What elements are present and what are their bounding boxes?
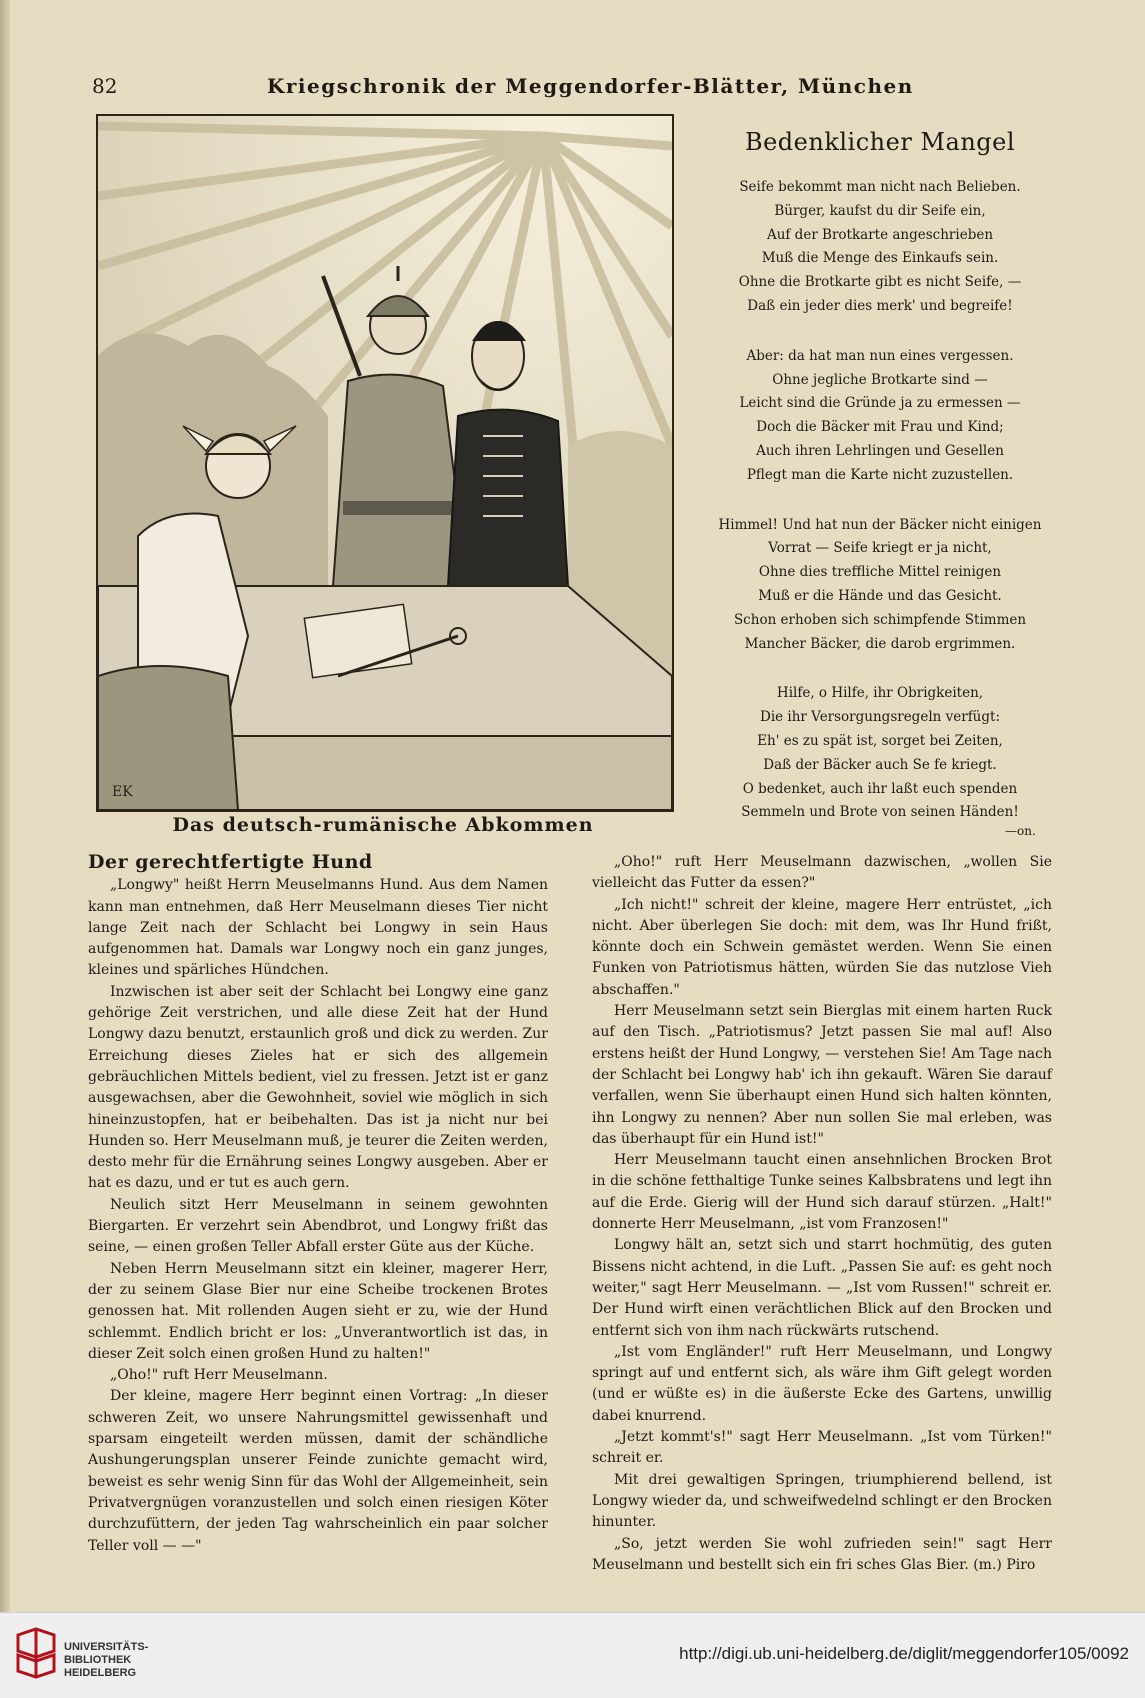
poem-line: Ohne jegliche Brotkarte sind —	[772, 371, 988, 388]
article-paragraph: „Oho!" ruft Herr Meuselmann dazwischen, „wollen Sie vielleicht das Futter da essen?"	[592, 854, 1052, 892]
poem-line: Bürger, kaufst du dir Seife ein,	[774, 202, 986, 219]
poem-line: Seife bekommt man nicht nach Belieben.	[739, 179, 1021, 195]
viewer-footer	[0, 1612, 1145, 1698]
poem-line: O bedenket, auch ihr laßt euch spenden	[742, 780, 1018, 797]
poem-line: Pflegt man die Karte nicht zuzustellen.	[746, 466, 1014, 483]
poem-line: Auch ihren Lehrlingen und Gesellen	[756, 442, 1004, 459]
running-header	[92, 74, 1062, 108]
page-edge	[0, 0, 10, 1612]
article-paragraph: Longwy hält an, setzt sich und starrt hochmütig, des guten Bissens nicht achtend, in die Luft. „Passen Sie auf: es geht noch weiter," sagt Herr Meuselmann. — „Ist vom Russen!" schreit er. Der Hund wirft einen verächtlichen Blick auf den Brocken und entfernt sich von ihm nach rückwärts rutschend.	[592, 1237, 1052, 1339]
article-title: Der gerechtfertigte Hund	[88, 851, 373, 873]
article-paragraph: Inzwischen ist aber seit der Schlacht bei Longwy eine ganz gehörige Zeit verstrichen, und alle diese Zeit hat der Hund Longwy dazu benutzt, erstaunlich groß und dick zu werden. Zur Erreichung dieses Zieles hat er sich des allgemein gebräuchlichen Mittels bedient, viel zu fressen. Jetzt ist er ganz ausgewachsen, aber die Gewohnheit, soviel wie möglich in sich hineinzustopfen, hat er beibehalten. Das ist ja nicht nur bei Hunden so. Herr Meuselmann muß, je teurer die Zeiten werden, desto mehr für die Ernährung seines Longwy ausgeben. Aber er hat es dazu, und er tut es auch gern.	[88, 983, 548, 1192]
poem-stanza	[690, 682, 1070, 825]
running-title: Kriegschronik der Meggendorfer-Blätter, München	[267, 74, 914, 98]
poem-line: Semmeln und Brote von seinen Händen!	[741, 804, 1019, 821]
poem-stanza	[690, 514, 1070, 657]
poem-line: Eh' es zu spät ist, sorget bei Zeiten,	[757, 732, 1003, 749]
poem-line: Muß er die Hände und das Gesicht.	[758, 587, 1002, 604]
poem-line: Aber: da hat man nun eines vergessen.	[746, 347, 1014, 364]
poem-line: Vorrat — Seife kriegt er ja nicht,	[768, 540, 992, 557]
logo-line: HEIDELBERG	[64, 1667, 137, 1679]
article-paragraph: „Ist vom Engländer!" ruft Herr Meuselmann, und Longwy springt auf und entfernt sich, als wäre ihm Gift gelegt worden (und er wüßte es) in die äußerste Ecke des Gartens, unwillig dabei knurrend.	[592, 1343, 1052, 1424]
article-paragraph: Neulich sitzt Herr Meuselmann in seinem gewohnten Biergarten. Er verzehrt sein Abendbrot, und Longwy frißt das seine, — einen großen Teller Abfall erster Güte aus der Küche.	[88, 1196, 548, 1256]
article-paragraph: Neben Herrn Meuselmann sitzt ein kleiner, magerer Herr, der zu seinem Glase Bier nur eine Scheibe trockenen Brotes genossen hat. Mit rollenden Augen sieht er zu, wie der Hund schlemmt. Endlich bricht er los: „Unverantwortlich ist das, in dieser Zeit solch einen großen Hund zu halten!"	[88, 1260, 548, 1362]
poem-line: Himmel! Und hat nun der Bäcker nicht einigen	[718, 516, 1042, 533]
poem-stanza	[690, 345, 1070, 488]
artist-monogram: EK	[112, 784, 133, 800]
article-column-right	[592, 852, 1052, 1576]
poem	[690, 128, 1070, 851]
poem-signature: —on.	[1005, 824, 1036, 838]
article-column-left	[88, 852, 548, 1557]
article-paragraph: „Oho!" ruft Herr Meuselmann.	[110, 1367, 328, 1384]
poem-line: Muß die Menge des Einkaufs sein.	[761, 250, 999, 267]
cartoon-illustration	[96, 114, 674, 812]
poem-stanza	[690, 176, 1070, 319]
article-paragraph: „Ich nicht!" schreit der kleine, magere Herr entrüstet, „ich nicht. Aber überlegen Sie doch: mit dem, was Ihr Hund frißt, könnte doch ein Schwein gemästet werden. Wenn Sie einen Funken von Patriotismus hätten, würden Sie das nutzlose Vieh abschaffen."	[592, 896, 1052, 998]
poem-line: Mancher Bäcker, die darob ergrimmen.	[744, 635, 1016, 652]
article-paragraph: Mit drei gewaltigen Springen, triumphierend bellend, ist Longwy wieder da, und schweifwedelnd schlingt er den Brocken hinunter.	[592, 1471, 1052, 1531]
poem-line: Leicht sind die Gründe ja zu ermessen —	[739, 395, 1021, 412]
article-paragraph: Herr Meuselmann taucht einen ansehnlichen Brocken Brot in die schöne fetthaltige Tunke seines Kalbsbratens und legt ihn auf die Erde. Gierig will der Hund sich darauf stürzen. „Halt!" donnerte Herr Meuselmann, „ist vom Franzosen!"	[592, 1152, 1052, 1233]
poem-line: Ohne die Brotkarte gibt es nicht Seife, —	[738, 274, 1022, 291]
poem-line: Hilfe, o Hilfe, ihr Obrigkeiten,	[776, 685, 984, 702]
article-paragraph: „Jetzt kommt's!" sagt Herr Meuselmann. „Ist vom Türken!" schreit er.	[592, 1429, 1052, 1467]
poem-line: Doch die Bäcker mit Frau und Kind;	[756, 419, 1004, 436]
cartoon-drawing	[98, 116, 672, 810]
poem-title: Bedenklicher Mangel	[744, 128, 1016, 156]
logo-line: BIBLIOTHEK	[64, 1654, 132, 1666]
page-number: 82	[92, 74, 118, 98]
poem-line: Auf der Brotkarte angeschrieben	[766, 226, 994, 243]
article-paragraph: Herr Meuselmann setzt sein Bierglas mit einem harten Ruck auf den Tisch. „Patriotismus? Jetzt passen Sie mal auf! Also erstens heißt der Hund Longwy, — verstehen Sie! Am Tage nach der Schlacht bei Longwy hab' ich ihn gekauft. Wären Sie darauf verfallen, wenn Sie überhaupt einen Hund sich halten könnten, ihn Longwy zu nennen? Aber nun sollen Sie mal erleben, was das überhaupt für ein Hund ist!"	[592, 1003, 1052, 1147]
poem-line: Schon erhoben sich schimpfende Stimmen	[733, 611, 1027, 628]
document-url-link[interactable]: http://digi.ub.uni-heidelberg.de/diglit/meggendorfer105/0092	[679, 1644, 1129, 1663]
article-paragraph: „Longwy" heißt Herrn Meuselmanns Hund. Aus dem Namen kann man entnehmen, daß Herr Meuselmann dieses Tier nicht lange Zeit nach der Schlacht bei Longwy in sein Haus aufgenommen hat. Damals war Longwy noch ein ganz junges, kleines und spärliches Hündchen.	[88, 877, 548, 979]
poem-line: Daß der Bäcker auch Se fe kriegt.	[763, 756, 997, 773]
article-paragraph: „So, jetzt werden Sie wohl zufrieden sein!" sagt Herr Meuselmann und bestellt sich ein fri sches Glas Bier. (m.) Piro	[592, 1535, 1052, 1573]
university-logo-text[interactable]	[64, 1641, 148, 1680]
university-logo-icon[interactable]	[14, 1627, 58, 1683]
cartoon-caption: Das deutsch-rumänische Abkommen	[172, 814, 594, 836]
poem-line: Ohne dies treffliche Mittel reinigen	[758, 564, 1002, 581]
poem-line: Die ihr Versorgungsregeln verfügt:	[760, 709, 1000, 726]
poem-line: Daß ein jeder dies merk' und begreife!	[747, 297, 1013, 314]
logo-line: UNIVERSITÄTS-	[64, 1641, 149, 1653]
article-paragraph: Der kleine, magere Herr beginnt einen Vortrag: „In dieser schweren Zeit, wo unsere Nahrungsmittel gewissenhaft und sparsam eingeteilt werden müssen, damit der schändliche Aushungerungsplan unserer Feinde zunichte gemacht wird, beweist es sehr wenig Sinn für das Wohl der Allgemeinheit, sein Privatvergnügen voranzustellen und solch einen riesigen Köter durchzufüttern, der jeden Tag wahrscheinlich ein paar solcher Teller voll — —"	[88, 1388, 548, 1554]
